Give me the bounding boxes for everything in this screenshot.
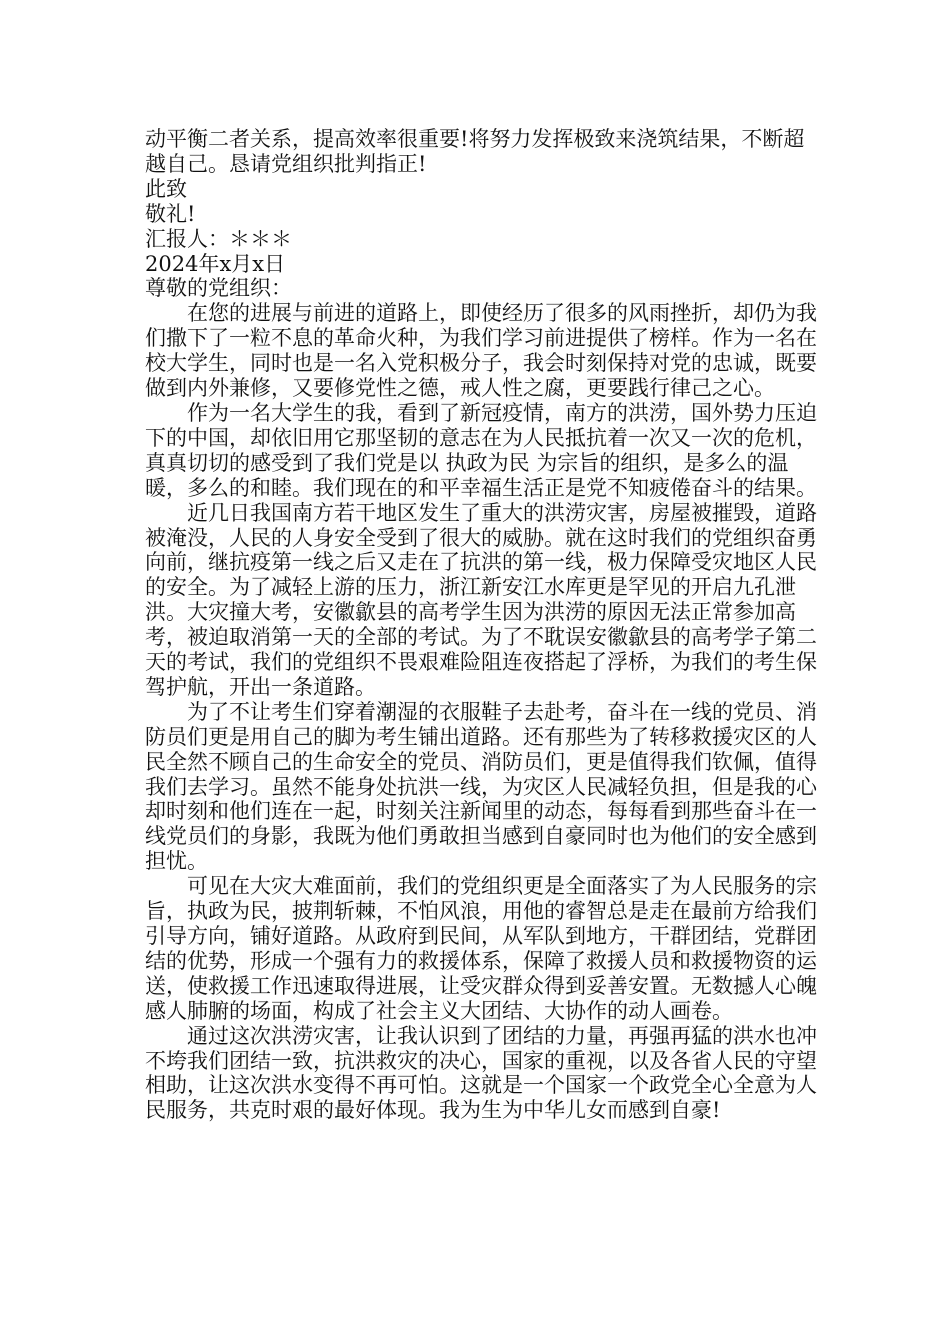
body-paragraph: 作为一名大学生的我，看到了新冠疫情，南方的洪涝，国外势力压迫下的中国，却依旧用它那坚韧的意志在为人民抵抗着一次又一次的危机，真真切切的感受到了我们党是以 执政为民 为宗旨的组织，是多么的温暖，多么的和睦。我们现在的和平幸福生活正是党不知疲倦奋斗的结果。 (145, 400, 817, 500)
body-paragraph: 可见在大灾大难面前，我们的党组织更是全面落实了为人民服务的宗旨，执政为民，披荆斩棘，不怕风浪，用他的睿智总是走在最前方给我们引导方向，铺好道路。从政府到民间，从军队到地方，干群团结，党群团结的优势，形成一个强有力的救援体系，保障了救援人员和救援物资的运送，使救援工作迅速取得进展，让受灾群众得到妥善安置。无数撼人心魄感人肺腑的场面，构成了社会主义大团结、大协作的动人画卷。 (145, 874, 817, 1023)
body-paragraph: 在您的进展与前进的道路上，即使经历了很多的风雨挫折，却仍为我们撒下了一粒不息的革命火种，为我们学习前进提供了榜样。作为一名在校大学生，同时也是一名入党积极分子，我会时刻保持对党的忠诚，既要做到内外兼修，又要修党性之德，戒人性之腐，更要践行律己之心。 (145, 301, 817, 401)
letter-greeting: 尊敬的党组织： (145, 276, 292, 301)
body-paragraph: 近几日我国南方若干地区发生了重大的洪涝灾害，房屋被摧毁，道路被淹没，人民的人身安全受到了很大的威胁。就在这时我们的党组织奋勇向前，继抗疫第一线之后又走在了抗洪的第一线，极力保障受灾地区人民的安全。为了减轻上游的压力，浙江新安江水库更是罕见的开启九孔泄洪。大灾撞大考，安徽歙县的高考学生因为洪涝的原因无法正常参加高考，被迫取消第一天的全部的考试。为了不耽误安徽歙县的高考学子第二天的考试，我们的党组织不畏艰难险阻连夜搭起了浮桥，为我们的考生保驾护航，开出一条道路。 (145, 500, 817, 699)
salutation-line-1: 此致 (145, 176, 187, 201)
closing-paragraph: 动平衡二者关系，提高效率很重要!将努力发挥极致来浇筑结果，不断超越自己。恳请党组织批判指正! (145, 127, 805, 176)
document-body (145, 127, 817, 1123)
body-paragraph: 通过这次洪涝灾害，让我认识到了团结的力量，再强再猛的洪水也冲不垮我们团结一致，抗洪救灾的决心，国家的重视，以及各省人民的守望相助，让这次洪水变得不再可怕。这就是一个国家一个政党全心全意为人民服务，共克时艰的最好体现。我为生为中华儿女而感到自豪! (145, 1023, 817, 1123)
body-paragraph: 为了不让考生们穿着潮湿的衣服鞋子去赴考，奋斗在一线的党员、消防员们更是用自己的脚为考生铺出道路。还有那些为了转移救援灾区的人民全然不顾自己的生命安全的党员、消防员们，更是值得我们钦佩，值得我们去学习。虽然不能身处抗洪一线，为灾区人民减轻负担，但是我的心却时刻和他们连在一起，时刻关注新闻里的动态，每每看到那些奋斗在一线党员们的身影，我既为他们勇敢担当感到自豪同时也为他们的安全感到担忧。 (145, 699, 817, 874)
salutation-line-2: 敬礼! (145, 201, 196, 226)
reporter-signature: 汇报人：＊＊＊ (145, 226, 292, 251)
report-date: 2024年x月x日 (145, 251, 286, 276)
